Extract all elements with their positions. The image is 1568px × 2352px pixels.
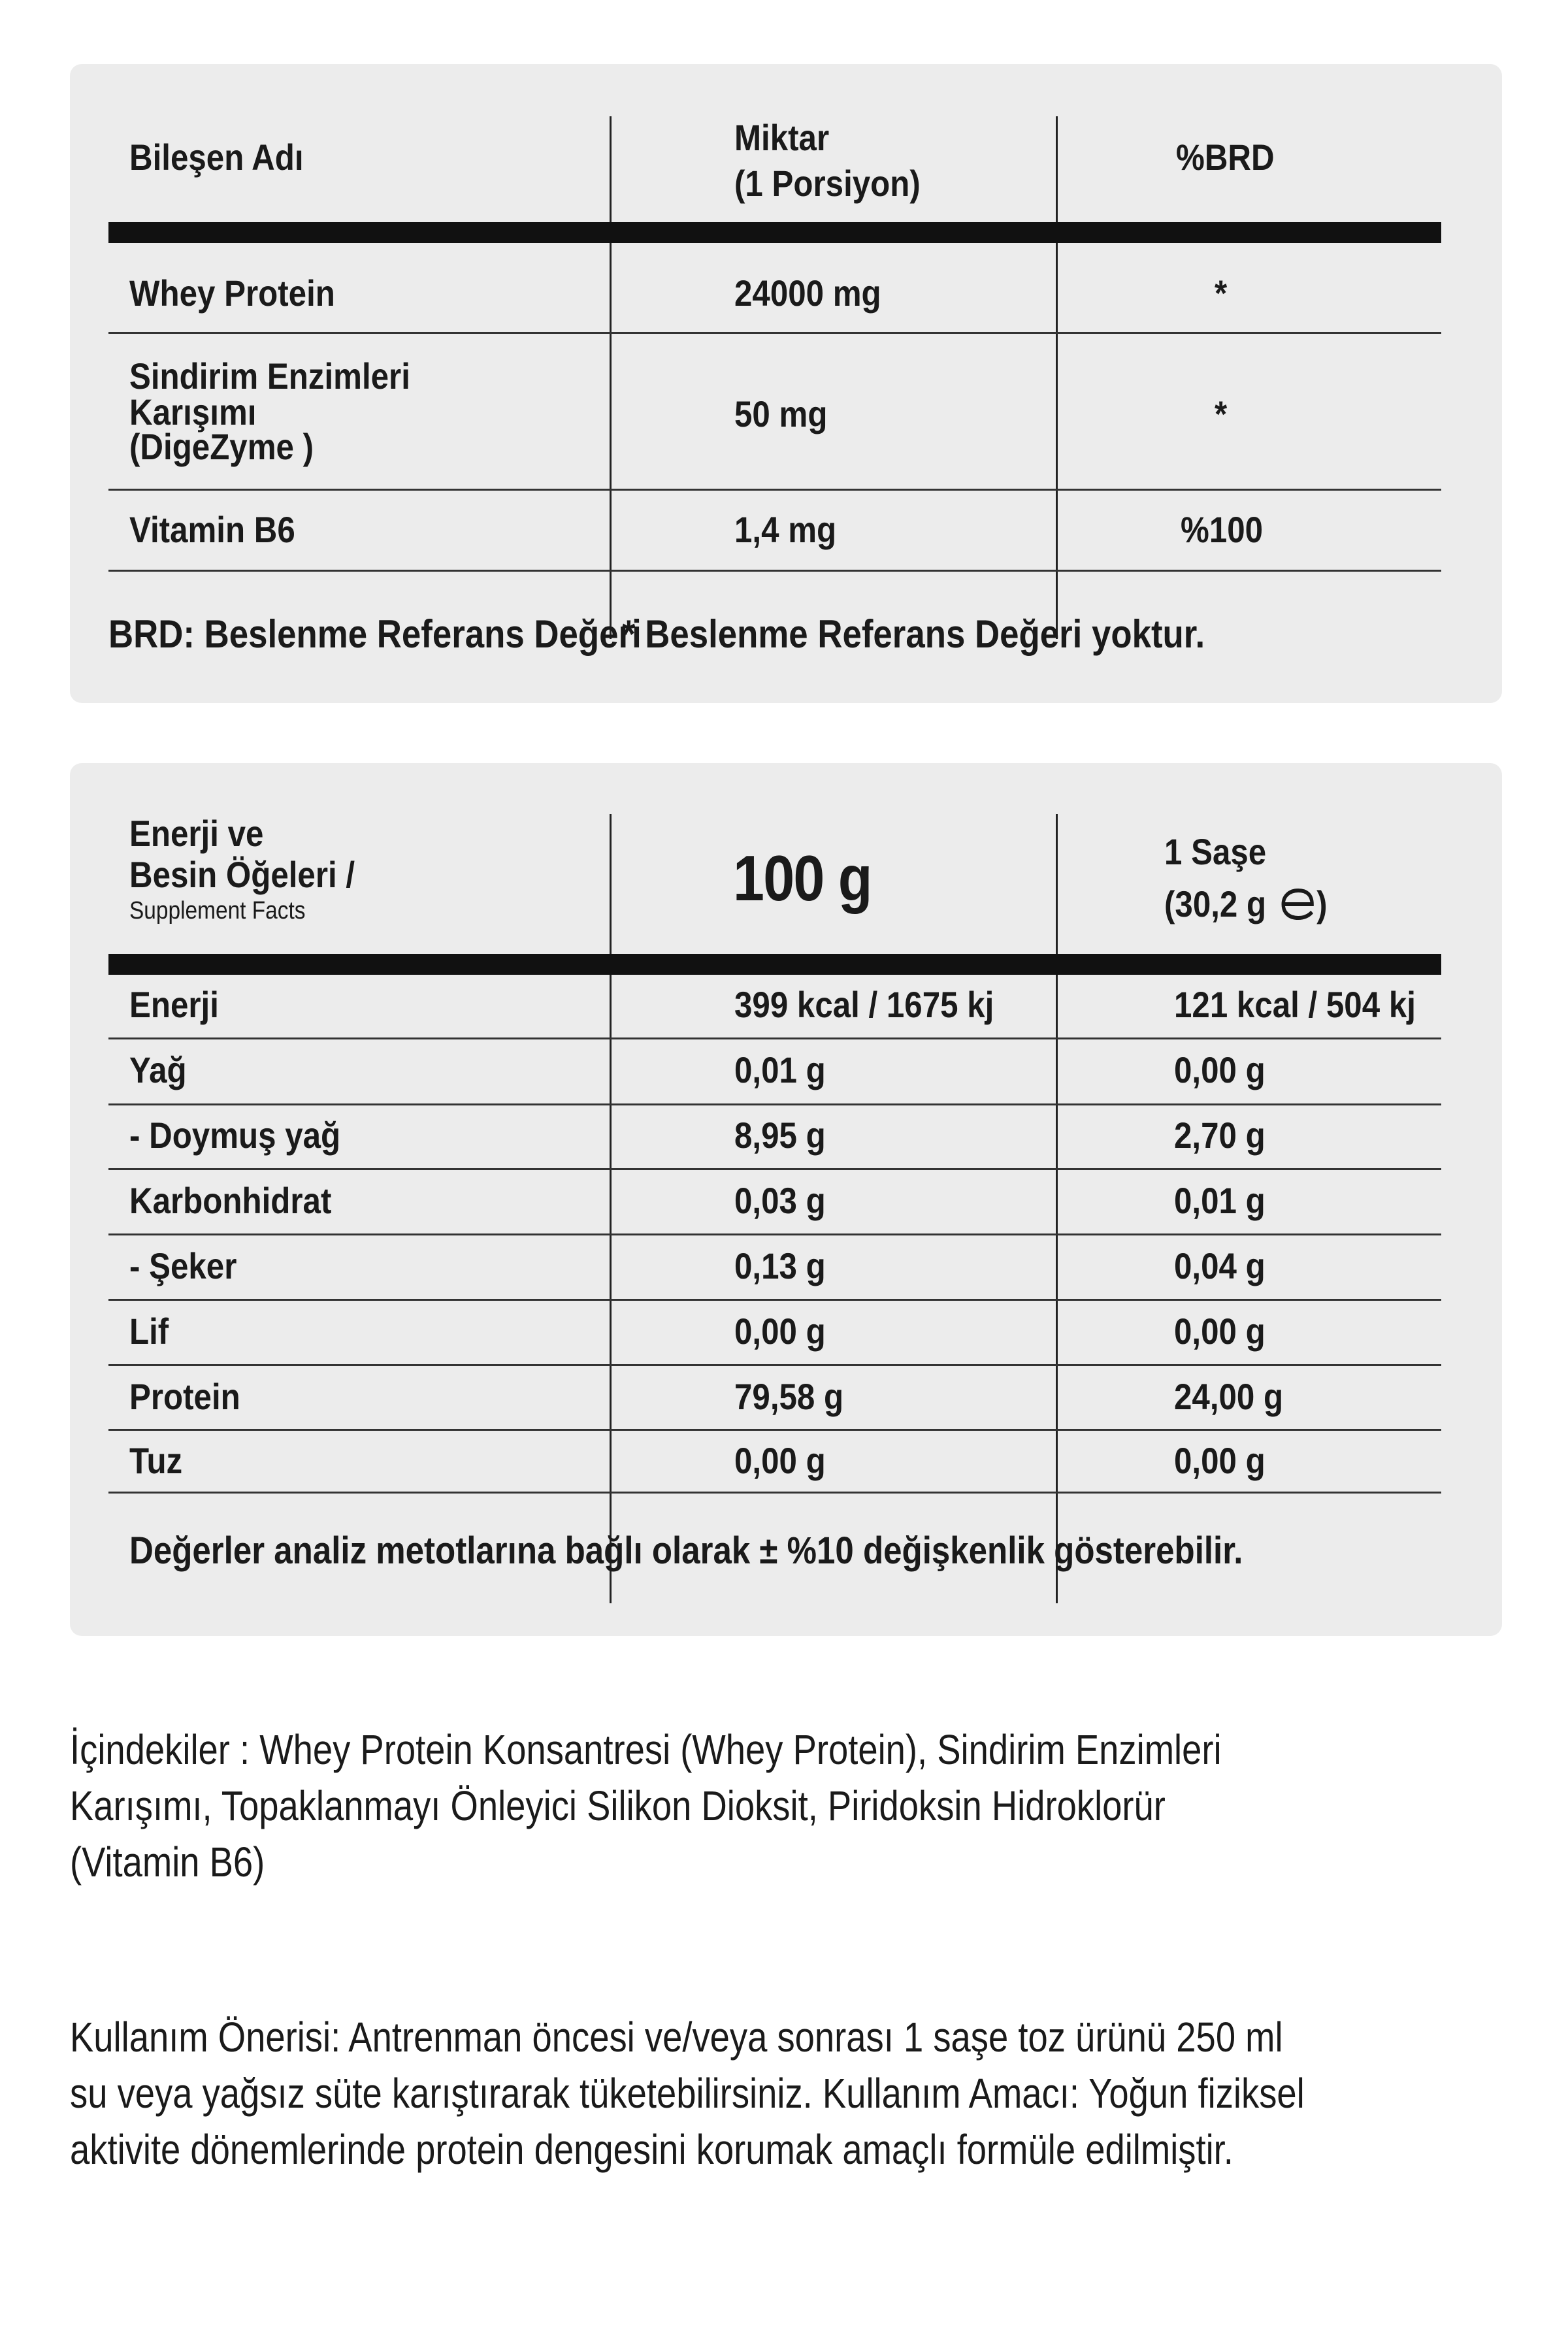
usage-line: su veya yağsız süte karıştırarak tüketebilirsiniz. Kullanım Amacı: Yoğun fiziksel: [70, 2070, 1305, 2117]
row-per100-saturated-fat: 8,95 g: [734, 1115, 826, 1156]
column-divider: [1056, 116, 1058, 639]
footnote-brd: BRD: Beslenme Referans Değeri: [108, 612, 642, 656]
variation-footnote: Değerler analiz metotlarına bağlı olarak ± %10 değişkenlik gösterebilir.: [129, 1529, 1243, 1572]
row-divider: [108, 1103, 1441, 1105]
column-divider: [610, 814, 612, 1603]
row-serving-sugar: 0,04 g: [1174, 1245, 1266, 1286]
row-divider: [108, 1168, 1441, 1170]
usage-line: aktivite dönemlerinde protein dengesini korumak amaçlı formüle edilmiştir.: [70, 2126, 1233, 2173]
header-rule: [108, 222, 1441, 243]
row-name-protein: Protein: [129, 1376, 240, 1417]
row-name-saturated-fat: - Doymuş yağ: [129, 1115, 341, 1156]
row-serving-saturated-fat: 2,70 g: [1174, 1115, 1266, 1156]
row-name-enzymes: Sindirim Enzimleri: [129, 355, 410, 397]
row-name-fat: Yağ: [129, 1049, 187, 1090]
row-per100-sugar: 0,13 g: [734, 1245, 826, 1286]
row-divider: [108, 1492, 1441, 1494]
row-serving-fat: 0,00 g: [1174, 1049, 1266, 1090]
header-label-line2: Besin Öğeleri /: [129, 854, 355, 895]
row-name-salt: Tuz: [129, 1440, 183, 1481]
row-serving-protein: 24,00 g: [1174, 1376, 1284, 1417]
row-serving-salt: 0,00 g: [1174, 1440, 1266, 1481]
row-per100-carbohydrate: 0,03 g: [734, 1180, 826, 1221]
row-divider: [108, 570, 1441, 572]
footnote-no-reference: * Beslenme Referans Değeri yoktur.: [622, 612, 1205, 656]
ingredients-text: [70, 1722, 1507, 1890]
header-component-name: Bileşen Adı: [129, 137, 304, 178]
header-label: Enerji ve: [129, 813, 264, 854]
row-brd-whey-protein: *: [1215, 272, 1228, 314]
row-serving-energy: 121 kcal / 504 kj: [1174, 984, 1416, 1025]
row-per100-fat: 0,01 g: [734, 1049, 826, 1090]
header-serving: 1 Saşe: [1164, 831, 1267, 872]
row-amount-enzymes: 50 mg: [734, 393, 828, 434]
header-supplement-facts: Supplement Facts: [129, 897, 306, 924]
row-name-enzymes-line3: (DigeZyme ): [129, 426, 314, 467]
header-amount: Miktar: [734, 117, 830, 158]
row-name-fiber: Lif: [129, 1311, 169, 1352]
row-divider: [108, 1429, 1441, 1431]
serving-close-paren: ): [1316, 883, 1328, 924]
usage-text: [70, 2009, 1507, 2178]
row-name-carbohydrate: Karbonhidrat: [129, 1180, 332, 1221]
column-divider: [610, 116, 612, 639]
row-divider: [108, 1299, 1441, 1301]
row-per100-protein: 79,58 g: [734, 1376, 844, 1417]
column-divider: [1056, 814, 1058, 1603]
ingredients-line: İçindekiler : Whey Protein Konsantresi (Whey Protein), Sindirim Enzimleri: [70, 1726, 1222, 1773]
row-per100-fiber: 0,00 g: [734, 1311, 826, 1352]
header-rule: [108, 954, 1441, 975]
row-name-vitamin-b6: Vitamin B6: [129, 509, 295, 550]
row-divider: [108, 1233, 1441, 1235]
ingredients-line: Karışımı, Topaklanmayı Önleyici Silikon Dioksit, Piridoksin Hidroklorür: [70, 1782, 1166, 1829]
row-name-enzymes-line2: Karışımı: [129, 391, 257, 433]
row-brd-enzymes: *: [1215, 393, 1228, 434]
row-per100-energy: 399 kcal / 1675 kj: [734, 984, 994, 1025]
row-amount-vitamin-b6: 1,4 mg: [734, 509, 837, 550]
e-mark-icon: [1280, 888, 1316, 921]
ingredients-line: (Vitamin B6): [70, 1838, 265, 1886]
header-serving-size: [1164, 883, 1328, 925]
usage-line: Kullanım Önerisi: Antrenman öncesi ve/veya sonrası 1 saşe toz ürünü 250 ml: [70, 2014, 1283, 2061]
row-divider: [108, 1364, 1441, 1366]
row-divider: [108, 489, 1441, 491]
header-amount-serving: (1 Porsiyon): [734, 163, 921, 204]
row-amount-whey-protein: 24000 mg: [734, 272, 881, 314]
header-per-100g: 100 g: [733, 842, 872, 914]
row-serving-fiber: 0,00 g: [1174, 1311, 1266, 1352]
nutrition-facts-panel: [70, 763, 1502, 1636]
row-brd-vitamin-b6: %100: [1181, 509, 1264, 550]
row-name-whey-protein: Whey Protein: [129, 272, 335, 314]
row-serving-carbohydrate: 0,01 g: [1174, 1180, 1266, 1221]
supplement-table-panel: [70, 64, 1502, 703]
row-divider: [108, 1037, 1441, 1039]
serving-weight: (30,2 g: [1164, 883, 1267, 924]
row-name-sugar: - Şeker: [129, 1245, 237, 1286]
row-name-energy: Enerji: [129, 984, 219, 1025]
row-divider: [108, 332, 1441, 334]
header-brd: %BRD: [1176, 137, 1275, 178]
row-per100-salt: 0,00 g: [734, 1440, 826, 1481]
